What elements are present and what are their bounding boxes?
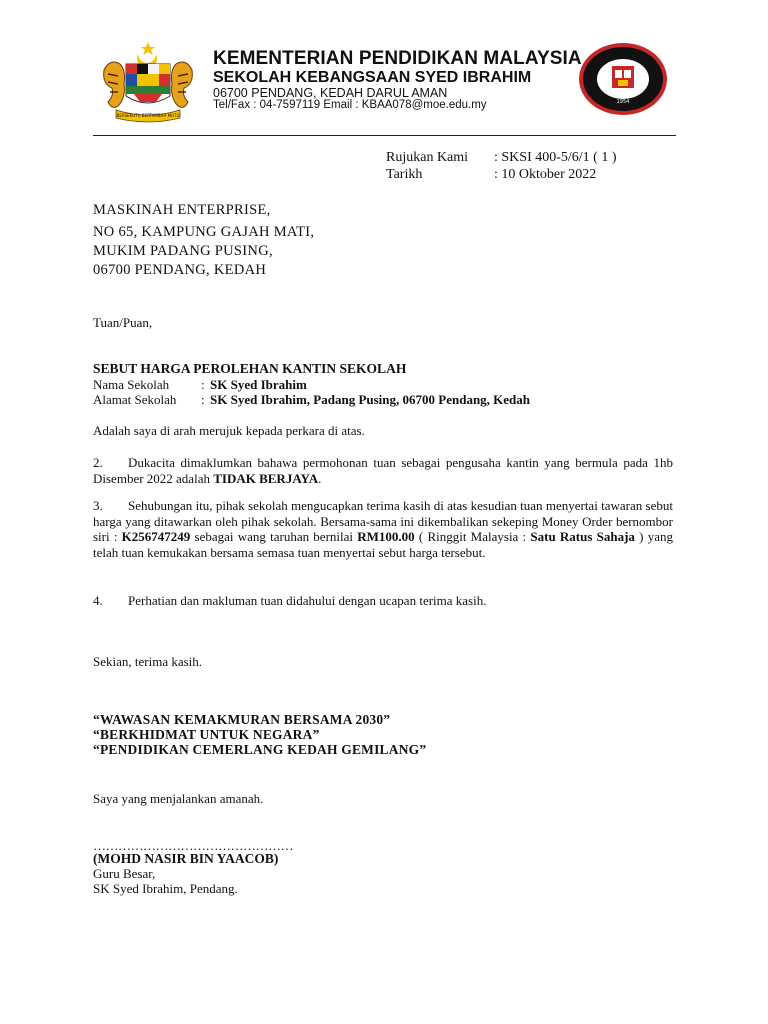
paragraph-2 <box>93 455 673 486</box>
amount-in-words: Satu Ratus Sahaja <box>530 529 635 544</box>
crest-motto-text: BERSEKUTU BERTAMBAH MUTU <box>116 113 180 118</box>
recipient-line-4: 06700 PENDANG, KEDAH <box>93 262 267 278</box>
paragraph-2-number: 2. <box>93 455 103 470</box>
paragraph-3-text-2: sebagai wang taruhan bernilai <box>190 529 358 544</box>
recipient-line-2: NO 65, KAMPUNG GAJAH MATI, <box>93 224 315 240</box>
paragraph-3-number: 3. <box>93 498 103 513</box>
school-address-value: SK Syed Ibrahim, Padang Pusing, 06700 Pendang, Kedah <box>210 392 531 407</box>
date-value: : 10 Oktober 2022 <box>494 167 597 182</box>
motto-2: “BERKHIDMAT UNTUK NEGARA” <box>93 727 320 742</box>
signatory-name: (MOHD NASIR BIN YAACOB) <box>93 851 279 866</box>
recipient-line-1: MASKINAH ENTERPRISE, <box>93 202 271 218</box>
intro-paragraph: Adalah saya di arah merujuk kepada perkara di atas. <box>93 423 365 438</box>
motto-3: “PENDIDIKAN CEMERLANG KEDAH GEMILANG” <box>93 742 427 757</box>
salutation: Tuan/Puan, <box>93 315 153 330</box>
motto-1: “WAWASAN KEMAKMURAN BERSAMA 2030” <box>93 712 391 727</box>
signature-line: ………………………………………… <box>93 838 293 853</box>
paragraph-3-text-3: ( Ringgit Malaysia : <box>414 529 531 544</box>
paragraph-3 <box>93 498 673 560</box>
school-name: SEKOLAH KEBANGSAAN SYED IBRAHIM <box>213 69 532 86</box>
paragraph-2-result: TIDAK BERJAYA <box>213 470 319 486</box>
malaysia-coat-of-arms-icon <box>96 40 200 124</box>
school-name-value: SK Syed Ibrahim <box>210 377 307 392</box>
closing: Sekian, terima kasih. <box>93 654 203 669</box>
money-order-serial: K256747249 <box>121 529 191 544</box>
reference-value: : SKSI 400-5/6/1 ( 1 ) <box>494 150 617 165</box>
reference-label: Rujukan Kami <box>386 150 469 165</box>
paragraph-2-text: Dukacita dimaklumkan bahawa permohonan tuan sebagai pengusaha kantin yang bermula pada 1hb Disember 2022 adalah <box>93 455 673 486</box>
paragraph-2-end: . <box>318 470 322 486</box>
paragraph-4 <box>93 593 673 609</box>
subject-title: SEBUT HARGA PEROLEHAN KANTIN SEKOLAH <box>93 361 407 376</box>
school-emblem-icon <box>578 42 668 116</box>
paragraph-4-number: 4. <box>93 593 103 608</box>
recipient-line-3: MUKIM PADANG PUSING, <box>93 243 273 259</box>
deposit-amount: RM100.00 <box>357 529 415 544</box>
signatory-title: Guru Besar, <box>93 866 156 881</box>
paragraph-4-text: Perhatian dan makluman tuan didahului dengan ucapan terima kasih. <box>128 593 487 608</box>
signatory-organization: SK Syed Ibrahim, Pendang. <box>93 881 238 896</box>
school-address-label: Alamat Sekolah <box>93 392 177 407</box>
school-contact: Tel/Fax : 04-7597119 Email : KBAA078@moe.edu.my <box>213 99 487 111</box>
school-address-colon: : <box>201 392 205 407</box>
school-name-colon: : <box>201 377 205 392</box>
paragraph-3-text-4: ) yang telah tuan kemukakan bersama semasa tuan menyertai sebut harga tersebut. <box>93 529 673 560</box>
school-name-label: Nama Sekolah <box>93 377 170 392</box>
ministry-name: KEMENTERIAN PENDIDIKAN MALAYSIA <box>213 48 582 69</box>
paragraph-3-text-1: Sehubungan itu, pihak sekolah mengucapkan terima kasih di atas kesudian tuan menyertai tawaran sebut harga yang ditawarkan oleh pihak sekolah. Bersama-sama ini dikembalikan sekeping Money Order bernombor siri : <box>93 498 673 544</box>
header-divider <box>93 135 676 136</box>
date-label: Tarikh <box>386 167 423 182</box>
signoff: Saya yang menjalankan amanah. <box>93 791 264 806</box>
school-emblem-year: 1954 <box>616 99 630 105</box>
school-address: 06700 PENDANG, KEDAH DARUL AMAN <box>213 86 448 100</box>
